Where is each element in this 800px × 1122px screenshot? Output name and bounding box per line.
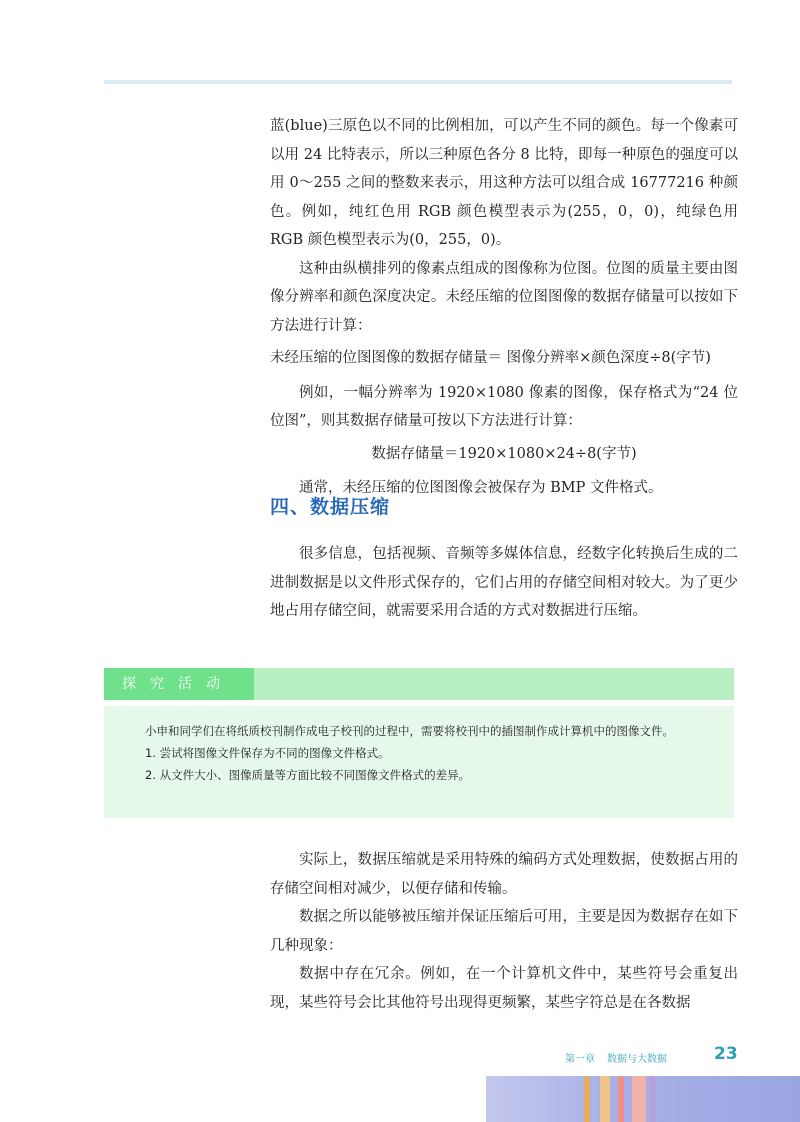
page-number: 23 [714,1044,738,1064]
decorative-stripe [618,1076,624,1122]
paragraph-bitmap: 这种由纵横排列的像素点组成的图像称为位图。位图的质量主要由图像分辨率和颜色深度决定。未经压缩的位图图像的数据存储量可以按如下方法进行计算： [270,260,738,334]
activity-item: 1. 尝试将图像文件保存为不同的图像文件格式。 [145,746,390,760]
paragraph-example: 例如，一幅分辨率为 1920×1080 像素的图像，保存格式为“24 位位图”，则其数据存储量可按以下方法进行计算： [270,384,738,429]
footer-chapter-number: 第一章 [565,1054,595,1065]
paragraph-reasons: 数据之所以能够被压缩并保证压缩后可用，主要是因为数据存在如下几种现象： [270,909,738,954]
body-text-middle [270,540,738,626]
paragraph-bmp: 通常，未经压缩的位图图像会被保存为 BMP 文件格式。 [299,480,663,496]
decorative-stripe [650,1076,655,1122]
activity-title: 探究活动 [104,668,254,700]
activity-item: 2. 从文件大小、图像质量等方面比较不同图像文件格式的差异。 [145,768,471,782]
activity-text [122,720,718,786]
body-text-bottom [270,846,738,1017]
paragraph-rgb: 蓝(blue)三原色以不同的比例相加，可以产生不同的颜色。每一个像素可以用 24 比特表示，所以三种原色各分 8 比特，即每一种原色的强度可以用 0～255 之间的整数来表示，用这种方法可以组合成 16777216 种颜色。例如，纯红色用 RGB 颜色模型表示为(255，0，0)，纯绿色用 RGB 颜色模型表示为(0，255，0)。 [270,118,738,248]
footer-chapter [565,1050,679,1065]
formula-storage: 未经压缩的位图图像的数据存储量＝ 图像分辨率×颜色深度÷8(字节) [270,350,711,366]
activity-header-bar [104,668,734,700]
section-heading: 四、数据压缩 [270,496,391,518]
top-rule [104,80,732,84]
paragraph-compression-def: 实际上，数据压缩就是采用特殊的编码方式处理数据，使数据占用的存储空间相对减少，以便存储和传输。 [270,852,738,897]
body-text-top [270,112,738,503]
decorative-stripe [632,1076,646,1122]
paragraph-compression-intro: 很多信息，包括视频、音频等多媒体信息，经数字化转换后生成的二进制数据是以文件形式保存的，它们占用的存储空间相对较大。为了更少地占用存储空间，就需要采用合适的方式对数据进行压缩。 [270,546,738,619]
activity-intro: 小申和同学们在将纸质校刊制作成电子校刊的过程中，需要将校刊中的插图制作成计算机中的图像文件。 [145,724,674,738]
decorative-stripe [600,1076,610,1122]
footer-chapter-title: 数据与大数据 [607,1054,667,1065]
formula-example: 数据存储量＝1920×1080×24÷8(字节) [371,445,637,462]
decorative-stripe [584,1076,590,1122]
paragraph-redundancy: 数据中存在冗余。例如，在一个计算机文件中，某些符号会重复出现，某些符号会比其他符号出现得更频繁，某些字符总是在各数据 [270,966,738,1011]
